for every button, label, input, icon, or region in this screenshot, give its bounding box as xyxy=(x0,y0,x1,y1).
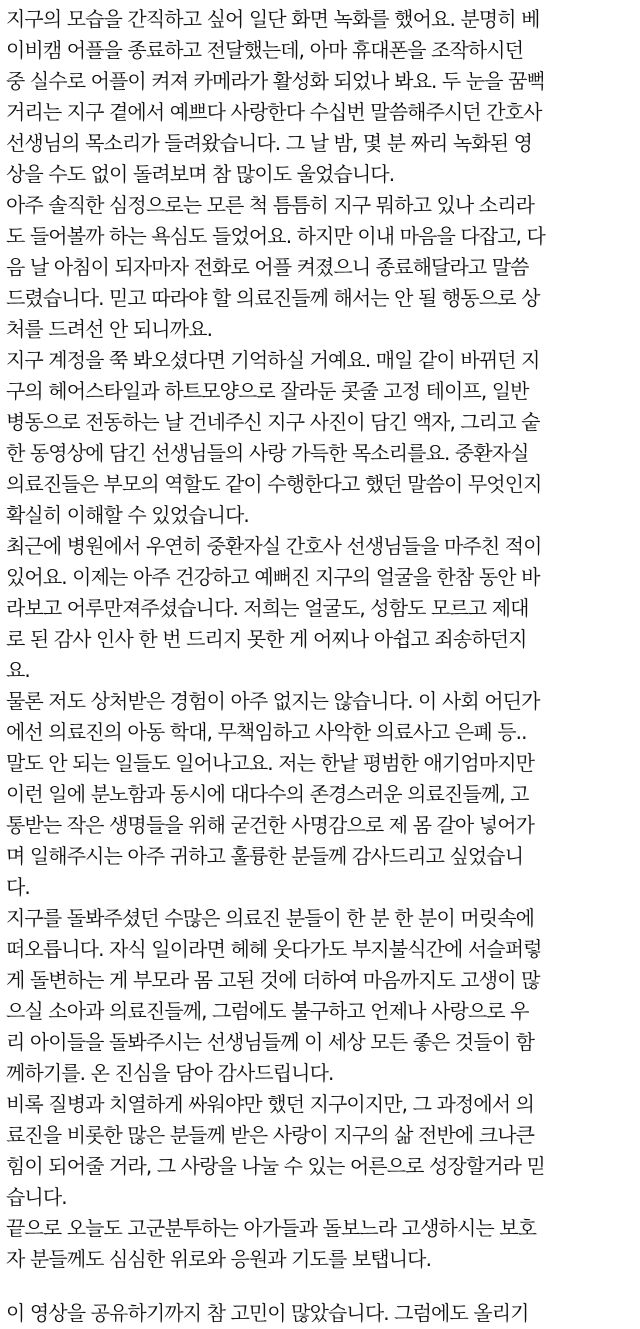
text-line: 음 날 아침이 되자마자 전화로 어플 켜졌으니 종료해달라고 말씀 xyxy=(6,255,529,279)
text-line: 비록 질병과 치열하게 싸워야만 했던 지구이지만, 그 과정에서 의 xyxy=(6,1092,535,1116)
text-line: 끝으로 오늘도 고군분투하는 아가들과 돌보느라 고생하시는 보호 xyxy=(6,1216,537,1240)
text-line: 지구를 돌봐주셨던 수많은 의료진 분들이 한 분 한 분이 머릿속에 xyxy=(6,906,535,930)
cutoff-line: 이 영상을 공유하기까지 참 고민이 많았습니다. 그럼에도 올리기 xyxy=(6,1301,529,1325)
text-line: 에선 의료진의 아동 학대, 무책임하고 사악한 의료사고 은폐 등.. xyxy=(6,720,527,744)
text-line: 드렸습니다. 믿고 따라야 할 의료진들께 해서는 안 될 행동으로 상 xyxy=(6,286,540,310)
text-line: 리 아이들을 돌봐주시는 선생님들께 이 세상 모든 좋은 것들이 함 xyxy=(6,1030,535,1054)
text-line: 아주 솔직한 심정으로는 모른 척 틈틈히 지구 뭐하고 있나 소리라 xyxy=(6,193,535,217)
text-line: 며 일해주시는 아주 귀하고 훌륭한 분들께 감사드리고 싶었습니 xyxy=(6,844,524,868)
paragraph-6 xyxy=(6,903,636,1089)
paragraph-1 xyxy=(6,4,636,190)
text-line: 힘이 되어줄 거라, 그 사랑을 나눌 수 있는 어른으로 성장할거라 믿 xyxy=(6,1154,545,1178)
text-line: 중 실수로 어플이 켜져 카메라가 활성화 되었나 봐요. 두 눈을 꿈뻑 xyxy=(6,69,545,93)
paragraph-8 xyxy=(6,1213,636,1275)
text-line: 최근에 병원에서 우연히 중환자실 간호사 선생님들을 마주친 적이 xyxy=(6,534,542,558)
text-line: 자 분들께도 심심한 위로와 응원과 기도를 보탭니다. xyxy=(6,1247,432,1271)
text-line: 말도 안 되는 일들도 일어나고요. 저는 한낱 평범한 애기엄마지만 xyxy=(6,751,535,775)
text-line: 지구 계정을 쭉 봐오셨다면 기억하실 거예요. 매일 같이 바뀌던 지 xyxy=(6,348,540,372)
text-line: 한 동영상에 담긴 선생님들의 사랑 가득한 목소리를요. 중환자실 xyxy=(6,441,529,465)
text-line: 이런 일에 분노함과 동시에 대다수의 존경스러운 의료진들께, 고 xyxy=(6,782,529,806)
text-line: 선생님의 목소리가 들려왔습니다. 그 날 밤, 몇 분 짜리 녹화된 영 xyxy=(6,131,532,155)
text-line: 도 들어볼까 하는 욕심도 들었어요. 하지만 이내 마음을 다잡고, 다 xyxy=(6,224,545,248)
text-line: 거리는 지구 곁에서 예쁘다 사랑한다 수십번 말씀해주시던 간호사 xyxy=(6,100,542,124)
paragraph-spacer xyxy=(6,1275,636,1298)
text-line: 료진을 비롯한 많은 분들께 받은 사랑이 지구의 삶 전반에 크나큰 xyxy=(6,1123,535,1147)
text-line: 떠오릅니다. 자식 일이라면 헤헤 웃다가도 부지불식간에 서슬퍼렇 xyxy=(6,937,542,961)
text-line: 지구의 모습을 간직하고 싶어 일단 화면 녹화를 했어요. 분명히 베 xyxy=(6,7,540,31)
text-line: 께하기를. 온 진심을 담아 감사드립니다. xyxy=(6,1061,334,1085)
text-line: 확실히 이해할 수 있었습니다. xyxy=(6,503,249,527)
text-line: 구의 헤어스타일과 하트모양으로 잘라둔 콧줄 고정 테이프, 일반 xyxy=(6,379,529,403)
text-line: 있어요. 이제는 아주 건강하고 예뻐진 지구의 얼굴을 한참 동안 바 xyxy=(6,565,540,589)
text-line: 으실 소아과 의료진들께, 그럼에도 불구하고 언제나 사랑으로 우 xyxy=(6,999,529,1023)
text-line: 병동으로 전동하는 날 건네주신 지구 사진이 담긴 액자, 그리고 숱 xyxy=(6,410,540,434)
text-line: 상을 수도 없이 돌려보며 참 많이도 울었습니다. xyxy=(6,162,395,186)
text-line: 라보고 어루만져주셨습니다. 저희는 얼굴도, 성함도 모르고 제대 xyxy=(6,596,529,620)
paragraph-7 xyxy=(6,1089,636,1213)
paragraph-3 xyxy=(6,345,636,531)
text-line: 물론 저도 상처받은 경험이 아주 없지는 않습니다. 이 사회 어딘가 xyxy=(6,689,540,713)
text-line: 게 돌변하는 게 부모라 몸 고된 것에 더하여 마음까지도 고생이 많 xyxy=(6,968,540,992)
text-line: 로 된 감사 인사 한 번 드리지 못한 게 어찌나 아쉽고 죄송하던지 xyxy=(6,627,527,651)
paragraph-5 xyxy=(6,686,636,903)
text-line: 처를 드려선 안 되니까요. xyxy=(6,317,213,341)
text-line: 습니다. xyxy=(6,1185,67,1209)
text-line: 의료진들은 부모의 역할도 같이 수행한다고 했던 말씀이 무엇인지 xyxy=(6,472,542,496)
text-line: 통받는 작은 생명들을 위해 굳건한 사명감으로 제 몸 갈아 넣어가 xyxy=(6,813,535,837)
text-line: 이비캠 어플을 종료하고 전달했는데, 아마 휴대폰을 조작하시던 xyxy=(6,38,524,62)
text-line: 다. xyxy=(6,875,30,899)
text-line: 요. xyxy=(6,658,30,682)
paragraph-2 xyxy=(6,190,636,345)
paragraph-4 xyxy=(6,531,636,686)
